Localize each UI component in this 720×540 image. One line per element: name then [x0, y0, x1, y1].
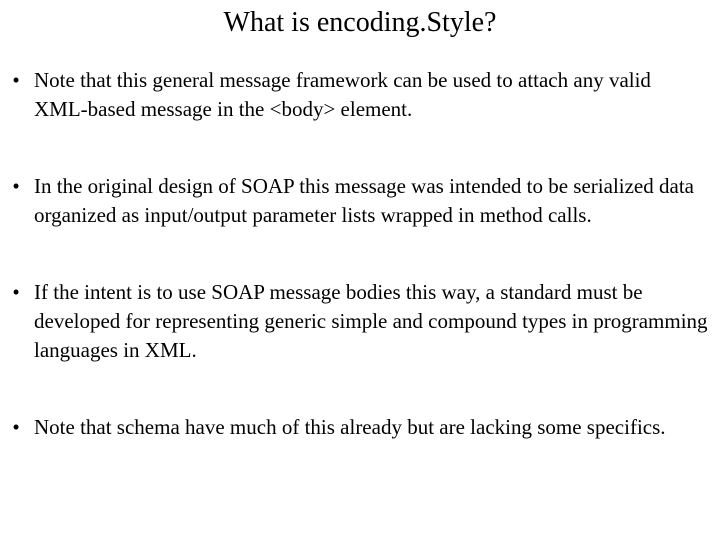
bullet-text: Note that schema have much of this already but are lacking some specifics. [34, 415, 666, 439]
bullet-text: Note that this general message framework can be used to attach any valid XML-based message in the <body> element. [34, 68, 651, 121]
slide-title: What is encoding.Style? [223, 7, 497, 38]
bullet-item [6, 413, 708, 442]
bullet-icon: • [12, 415, 20, 439]
bullet-item [6, 278, 708, 365]
bullet-item [6, 172, 708, 230]
bullet-text: If the intent is to use SOAP message bodies this way, a standard must be developed for representing generic simple and compound types in programming languages in XML. [34, 280, 708, 362]
bullet-list [6, 66, 708, 490]
bullet-icon: • [12, 174, 20, 198]
bullet-text: In the original design of SOAP this message was intended to be serialized data organized as input/output parameter lists wrapped in method calls. [34, 174, 694, 227]
bullet-icon: • [12, 68, 20, 92]
bullet-item [6, 66, 708, 124]
bullet-icon: • [12, 280, 20, 304]
